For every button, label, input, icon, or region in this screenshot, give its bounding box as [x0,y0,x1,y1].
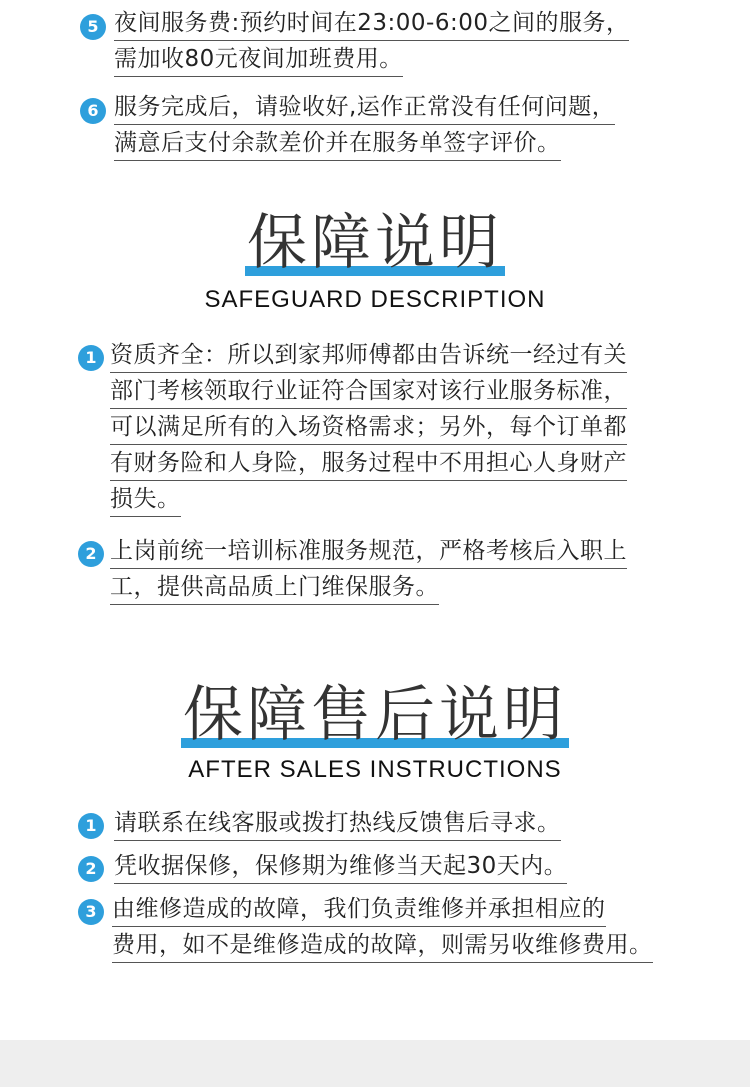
aftersales-item-1 [78,808,698,844]
number-badge-1: 1 [78,813,104,839]
number-badge-2: 2 [78,541,104,567]
process-item-6 [80,92,700,164]
aftersales-item-3 [78,894,698,966]
safeguard-item-1-line-4: 有财务险和人身险，服务过程中不用担心人身财产 [110,448,627,481]
aftersales-subtitle: AFTER SALES INSTRUCTIONS [188,756,562,783]
number-badge-2: 2 [78,856,104,882]
safeguard-item-2 [78,536,698,608]
safeguard-title [0,208,750,278]
aftersales-item-3-line-1: 由维修造成的故障，我们负责维修并承担相应的 [112,894,606,927]
process-item-6-line-2: 满意后支付余款差价并在服务单签字评价。 [114,128,561,161]
process-item-5-line-2: 需加收80元夜间加班费用。 [114,44,403,77]
number-badge-6: 6 [80,98,106,124]
safeguard-item-1 [78,340,698,520]
aftersales-item-3-line-2: 费用，如不是维修造成的故障，则需另收维修费用。 [112,930,653,963]
aftersales-title-text: 保障售后说明 [183,680,567,750]
process-item-5-line-1: 夜间服务费:预约时间在23:00-6:00之间的服务， [114,8,629,41]
number-badge-5: 5 [80,14,106,40]
safeguard-item-1-line-1: 资质齐全：所以到家邦师傅都由告诉统一经过有关 [110,340,627,373]
aftersales-title [0,680,750,750]
number-badge-3: 3 [78,899,104,925]
aftersales-item-2-line-1: 凭收据保修，保修期为维修当天起30天内。 [114,851,567,884]
process-item-5 [80,8,700,80]
safeguard-item-1-line-5: 损失。 [110,484,181,517]
safeguard-title-text: 保障说明 [247,208,503,278]
process-item-6-line-1: 服务完成后，请验收好,运作正常没有任何问题， [114,92,615,125]
safeguard-subtitle: SAFEGUARD DESCRIPTION [204,286,546,313]
footer-band [0,1040,750,1087]
safeguard-item-1-line-2: 部门考核领取行业证符合国家对该行业服务标准， [110,376,627,409]
safeguard-item-1-line-3: 可以满足所有的入场资格需求；另外，每个订单都 [110,412,627,445]
aftersales-item-2 [78,851,698,887]
safeguard-item-2-line-2: 工，提供高品质上门维保服务。 [110,572,439,605]
number-badge-1: 1 [78,345,104,371]
safeguard-item-2-line-1: 上岗前统一培训标准服务规范，严格考核后入职上 [110,536,627,569]
aftersales-item-1-line-1: 请联系在线客服或拨打热线反馈售后寻求。 [114,808,561,841]
